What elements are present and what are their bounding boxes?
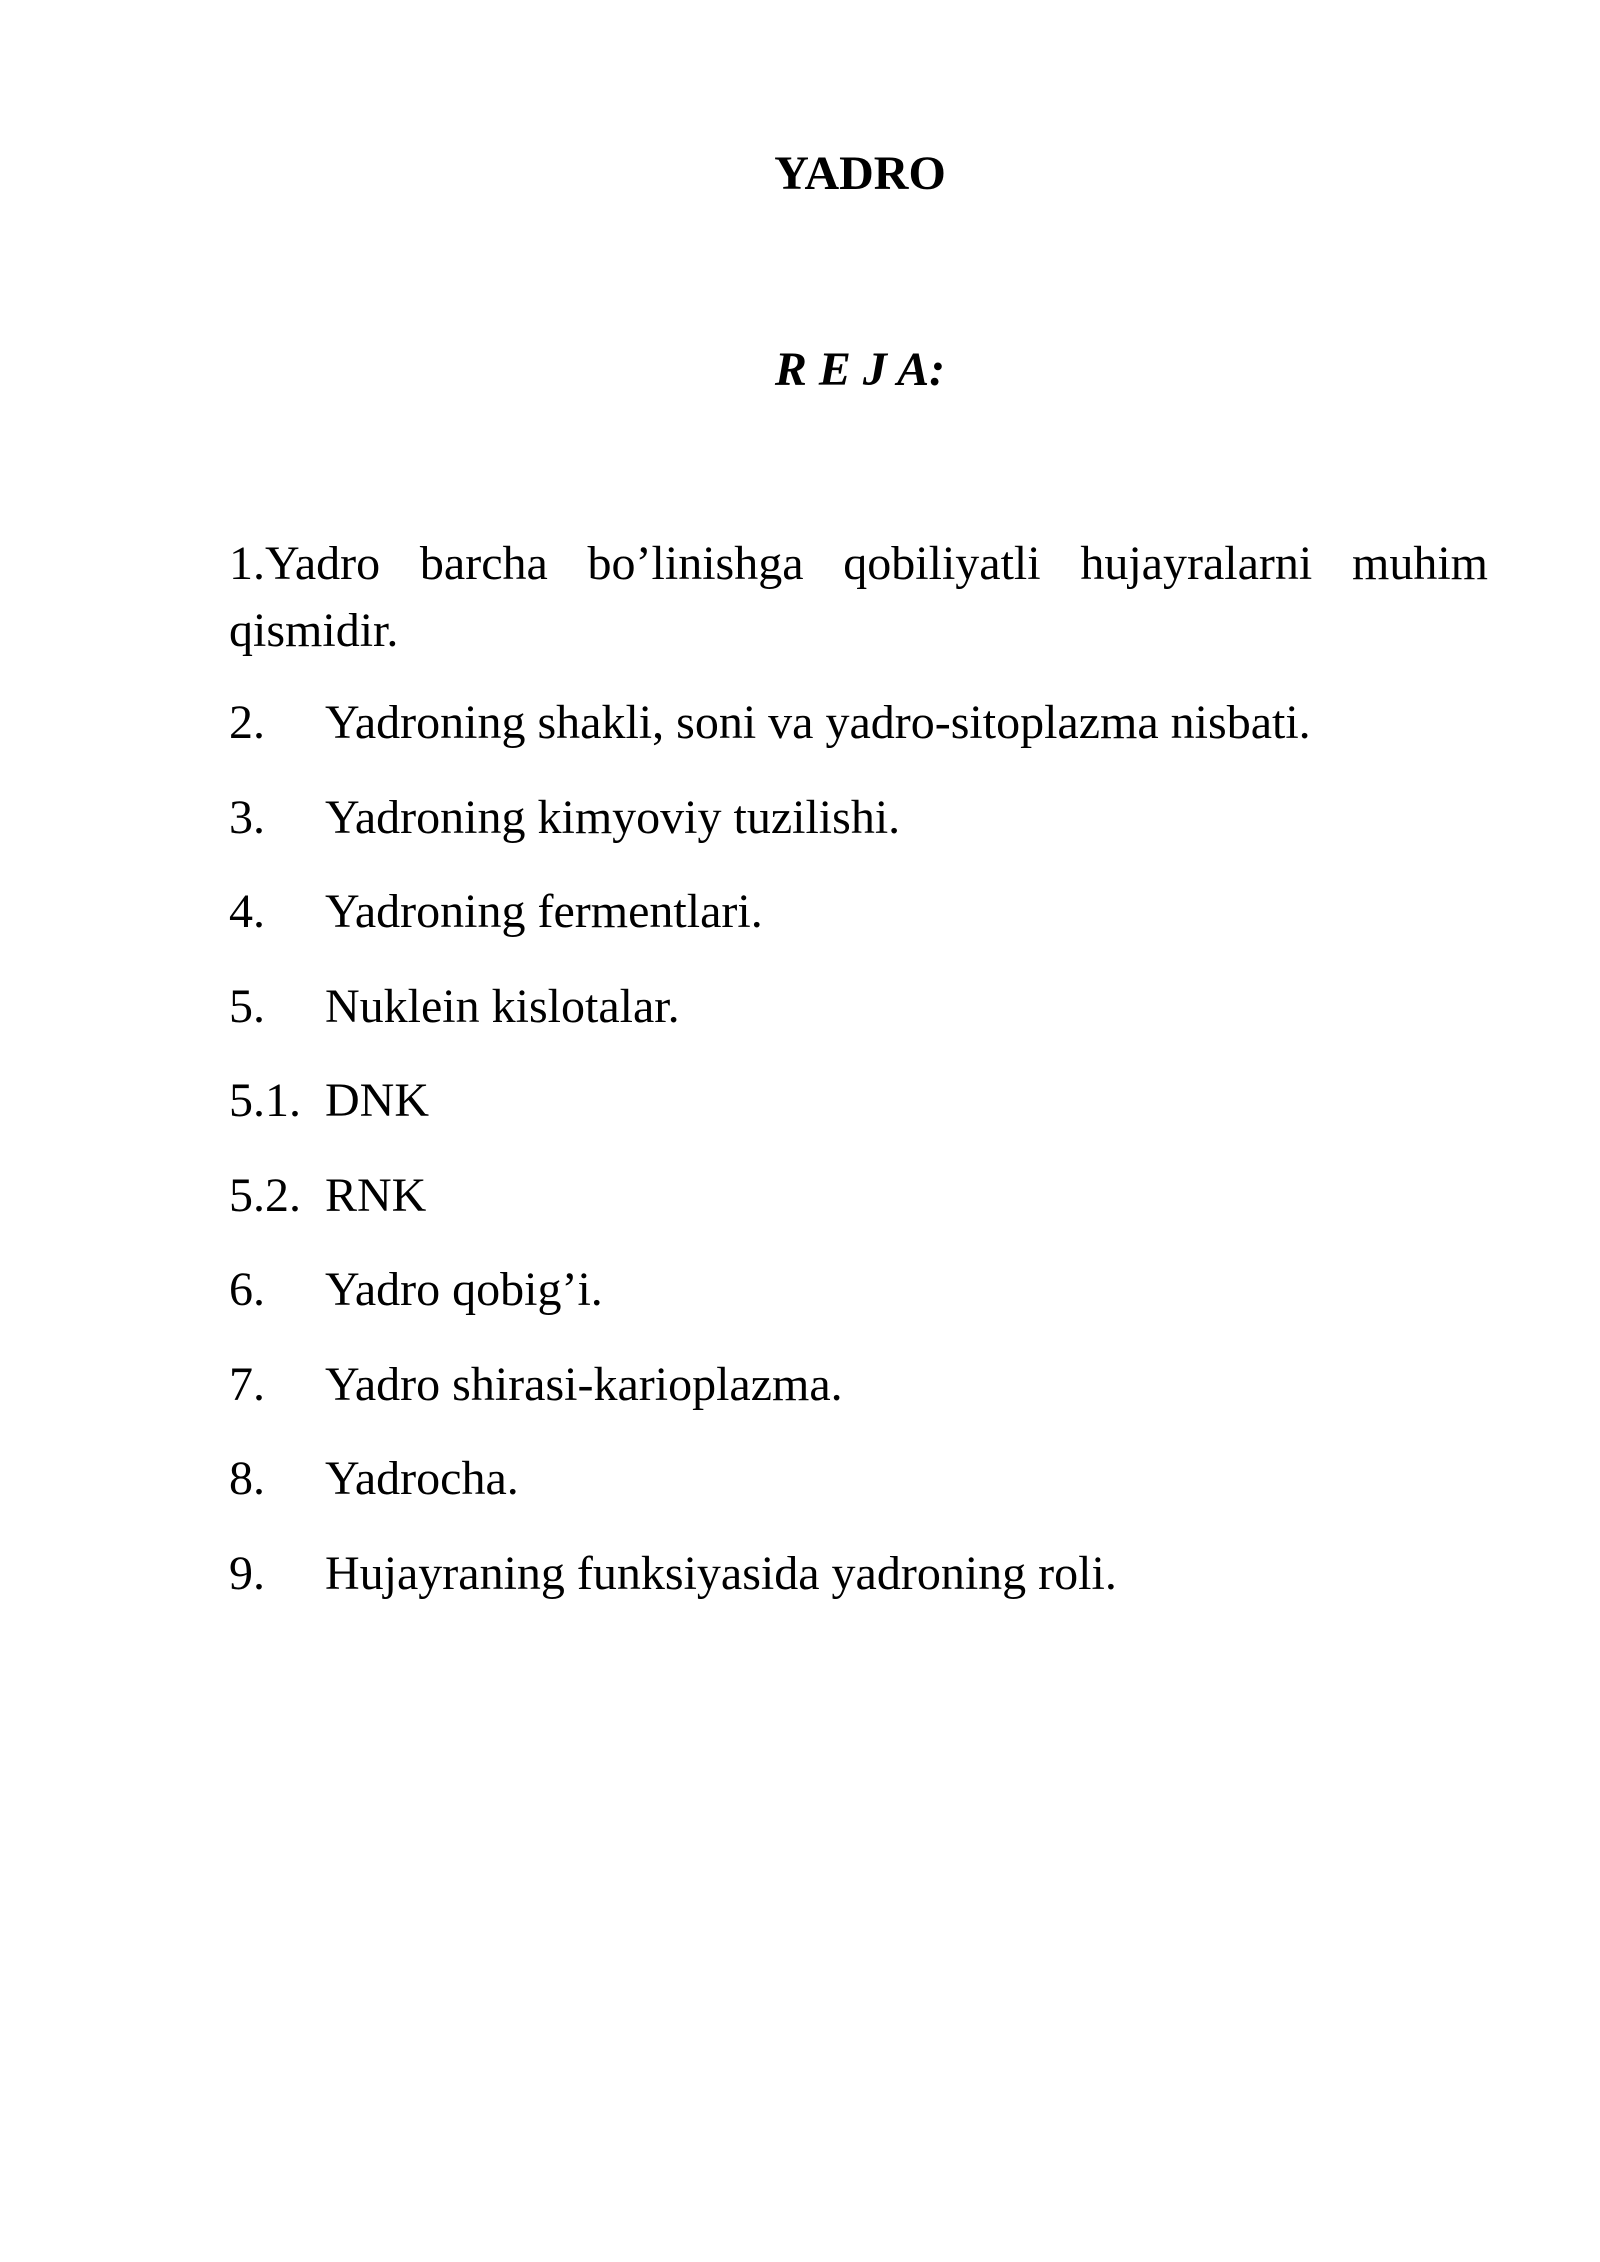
- plan-item-text: Yadroning shakli, soni va yadro-sitoplazma nisbati.: [325, 696, 1311, 749]
- plan-item-1: 1.Yadro barcha bo’linishga qobiliyatli hujayralarni muhim qismidir.: [229, 537, 1488, 657]
- plan-item-9: [229, 1545, 1488, 1640]
- plan-item-text: DNK: [325, 1074, 429, 1127]
- plan-item-8: [229, 1450, 1488, 1545]
- plan-item-number: 6.: [229, 1263, 265, 1316]
- plan-item-text: RNK: [325, 1168, 427, 1222]
- plan-item-number: 9.: [229, 1546, 265, 1600]
- plan-item-number: 4.: [229, 885, 265, 938]
- plan-item-5: [229, 978, 1488, 1073]
- plan-item-number: 2.: [229, 696, 265, 749]
- plan-item-number: 5.: [229, 979, 265, 1033]
- plan-item-number: 7.: [229, 1357, 265, 1411]
- plan-item-7: [229, 1356, 1488, 1451]
- plan-item-number: 5.1.: [229, 1074, 301, 1127]
- plan-item-text: Nuklein kislotalar.: [325, 979, 680, 1033]
- plan-item-5-1: [229, 1072, 1488, 1167]
- plan-item-text: Yadro qobig’i.: [325, 1263, 603, 1316]
- plan-item-text: Yadroning kimyoviy tuzilishi.: [325, 790, 901, 844]
- plan-heading: R E J A:: [774, 343, 946, 396]
- plan-item-5-2: [229, 1167, 1488, 1262]
- plan-item-4: [229, 883, 1488, 978]
- page-title: YADRO: [774, 147, 946, 200]
- plan-item-text: Hujayraning funksiyasida yadroning roli.: [325, 1546, 1117, 1600]
- plan-item-number: 3.: [229, 790, 265, 844]
- plan-item-text: Yadro shirasi-karioplazma.: [325, 1357, 843, 1411]
- plan-item-text: Yadrocha.: [325, 1452, 519, 1505]
- plan-item-2: [229, 694, 1488, 789]
- plan-item-text: Yadroning fermentlari.: [325, 885, 763, 938]
- plan-item-3: [229, 789, 1488, 884]
- plan-item-number: 5.2.: [229, 1168, 301, 1222]
- plan-item-6: [229, 1261, 1488, 1356]
- plan-list: [229, 694, 1488, 1639]
- plan-item-number: 8.: [229, 1452, 265, 1505]
